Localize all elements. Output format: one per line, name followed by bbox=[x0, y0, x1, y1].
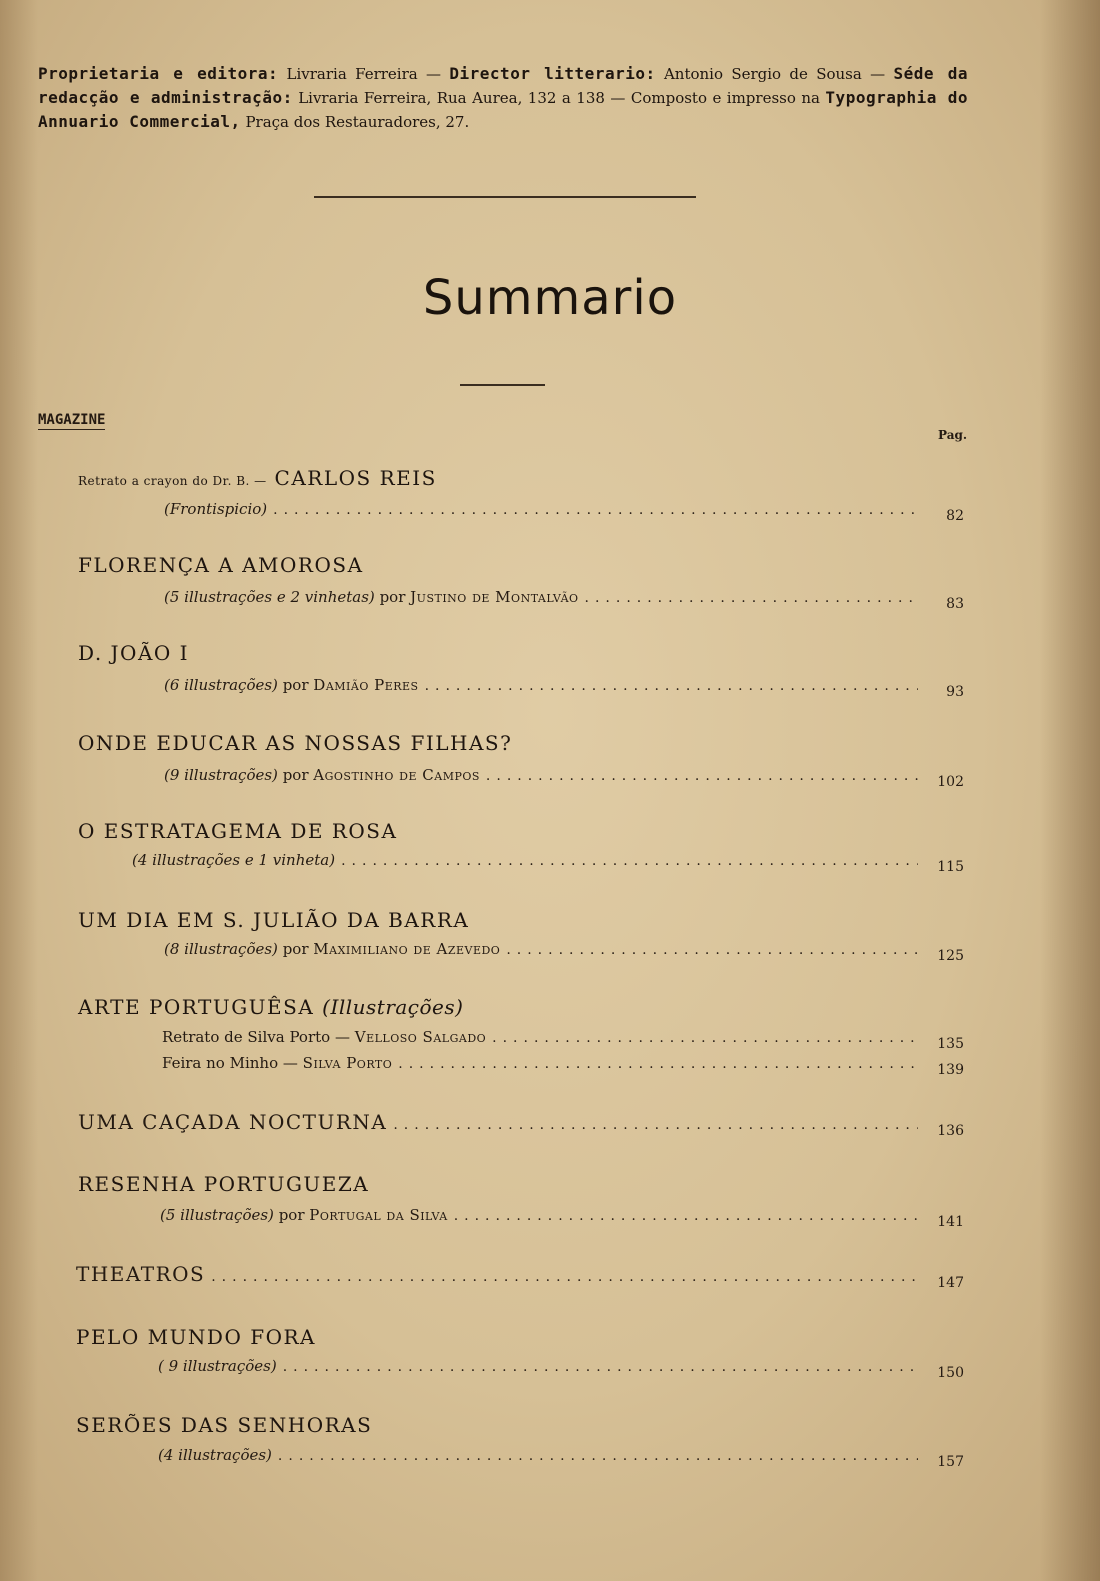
toc-entry-page: 150 bbox=[937, 1365, 964, 1381]
toc-entry-page: 102 bbox=[937, 774, 964, 790]
toc-entry-line bbox=[164, 676, 964, 700]
leader-dots bbox=[283, 1359, 918, 1375]
page-title: Summario bbox=[422, 270, 678, 326]
toc-subentry-author: Velloso Salgado bbox=[354, 1028, 487, 1046]
toc-subentry-page: 135 bbox=[937, 1036, 964, 1052]
toc-entry-by: por bbox=[278, 1206, 305, 1224]
toc-entry-title: UM DIA EM S. JULIÃO DA BARRA bbox=[78, 908, 470, 932]
toc-entry-note: (4 illustrações) bbox=[158, 1446, 272, 1464]
toc-entry-title: O ESTRATAGEMA DE ROSA bbox=[78, 819, 398, 843]
toc-entry-author: Damião Peres bbox=[313, 676, 419, 694]
leader-dots bbox=[393, 1117, 918, 1133]
leader-dots bbox=[506, 942, 918, 958]
toc-subentry-title: Retrato de Silva Porto — bbox=[162, 1028, 350, 1046]
toc-entry-title: SERÕES DAS SENHORAS bbox=[76, 1413, 373, 1437]
toc-entry-page: 136 bbox=[937, 1123, 964, 1139]
toc-entry-note: (6 illustrações) bbox=[164, 676, 278, 694]
imprint-label-printer: Typographia do Annuario Commercial, bbox=[38, 88, 968, 131]
imprint-director: Antonio Sergio de Sousa — bbox=[663, 65, 886, 83]
toc-entry-title-text: CARLOS REIS bbox=[274, 466, 437, 490]
leader-dots bbox=[454, 1208, 918, 1224]
toc-entry-line bbox=[158, 1357, 964, 1381]
toc-entry-note: (8 illustrações) bbox=[164, 940, 278, 958]
toc-entry-note: (4 illustrações e 1 vinheta) bbox=[132, 851, 336, 869]
toc-entry-title-note: (Illustrações) bbox=[322, 995, 464, 1019]
toc-entry-line bbox=[132, 851, 964, 875]
toc-entry-note: (Frontispicio) bbox=[164, 500, 268, 518]
toc-subentry-line bbox=[162, 1028, 964, 1052]
toc-entry-title bbox=[78, 995, 463, 1019]
imprint-printer: Praça dos Restauradores, 27. bbox=[245, 113, 470, 131]
leader-dots bbox=[398, 1056, 918, 1072]
toc-entry-page: 115 bbox=[937, 859, 964, 875]
toc-entry-note: (5 illustrações) bbox=[160, 1206, 274, 1224]
toc-entry-title bbox=[78, 466, 437, 490]
toc-entry-page: 141 bbox=[937, 1214, 964, 1230]
imprint-owner: Livraria Ferreira — bbox=[286, 65, 442, 83]
toc-entry-title-text: THEATROS bbox=[76, 1262, 206, 1286]
toc-entry-line bbox=[164, 588, 964, 612]
toc-entry-line bbox=[164, 500, 964, 524]
toc-entry-page: 93 bbox=[946, 684, 964, 700]
toc-entry-line bbox=[158, 1446, 964, 1470]
imprint-label-director: Director litterario: bbox=[449, 64, 656, 83]
toc-entry-author: Agostinho de Campos bbox=[313, 766, 480, 784]
toc-entry-line bbox=[160, 1206, 964, 1230]
toc-entry-by: por bbox=[379, 588, 406, 606]
toc-entry-page: 83 bbox=[946, 596, 964, 612]
toc-entry-title: PELO MUNDO FORA bbox=[76, 1325, 316, 1349]
imprint-label-office: Séde da redacção e administração: bbox=[38, 64, 968, 107]
toc-entry-page: 147 bbox=[937, 1275, 964, 1291]
toc-entry-prefix: Retrato a crayon do Dr. B. — bbox=[78, 474, 267, 488]
toc-entry-line bbox=[78, 1110, 964, 1139]
leader-dots bbox=[492, 1030, 918, 1046]
toc-subentry-page: 139 bbox=[937, 1062, 964, 1078]
toc-entry-author: Portugal da Silva bbox=[309, 1206, 448, 1224]
leader-dots bbox=[211, 1269, 918, 1285]
leader-dots bbox=[278, 1448, 918, 1464]
imprint-label-owner: Proprietaria e editora: bbox=[38, 64, 279, 83]
toc-entry-title: RESENHA PORTUGUEZA bbox=[78, 1172, 370, 1196]
toc-entry-line bbox=[164, 940, 964, 964]
toc-entry-title: FLORENÇA A AMOROSA bbox=[78, 553, 364, 577]
toc-entry-author: Maximiliano de Azevedo bbox=[313, 940, 501, 958]
toc-entry-title-text: ARTE PORTUGUÊSA bbox=[78, 995, 315, 1019]
leader-dots bbox=[585, 590, 918, 606]
toc-entry-note: (5 illustrações e 2 vinhetas) bbox=[164, 588, 375, 606]
leader-dots bbox=[273, 502, 918, 518]
toc-entry-author: Justino de Montalvão bbox=[410, 588, 579, 606]
toc-entry-title-text: UMA CAÇADA NOCTURNA bbox=[78, 1110, 388, 1134]
toc-subentry-author: Silva Porto bbox=[302, 1054, 393, 1072]
imprint-office: Livraria Ferreira, Rua Aurea, 132 a 138 — Composto e impresso na bbox=[298, 89, 820, 107]
page-column-header: Pag. bbox=[938, 428, 968, 442]
toc-entry-line bbox=[164, 766, 964, 790]
toc-entry-by: por bbox=[282, 676, 309, 694]
toc-entry-page: 82 bbox=[946, 508, 964, 524]
toc-entry-by: por bbox=[282, 940, 309, 958]
toc-entry-page: 157 bbox=[937, 1454, 964, 1470]
toc-entry-note: ( 9 illustrações) bbox=[158, 1357, 277, 1375]
leader-dots bbox=[341, 853, 918, 869]
toc-subentry-title: Feira no Minho — bbox=[162, 1054, 298, 1072]
toc-subentry-line bbox=[162, 1054, 964, 1078]
toc-entry-line bbox=[76, 1262, 964, 1291]
leader-dots bbox=[425, 678, 918, 694]
toc-entry-by: por bbox=[282, 766, 309, 784]
toc-entry-page: 125 bbox=[937, 948, 964, 964]
section-heading: MAGAZINE bbox=[38, 412, 106, 428]
leader-dots bbox=[486, 768, 918, 784]
toc-entry-title: ONDE EDUCAR AS NOSSAS FILHAS? bbox=[78, 731, 513, 755]
toc-entry-note: (9 illustrações) bbox=[164, 766, 278, 784]
toc-entry-title: D. JOÃO I bbox=[78, 641, 190, 665]
